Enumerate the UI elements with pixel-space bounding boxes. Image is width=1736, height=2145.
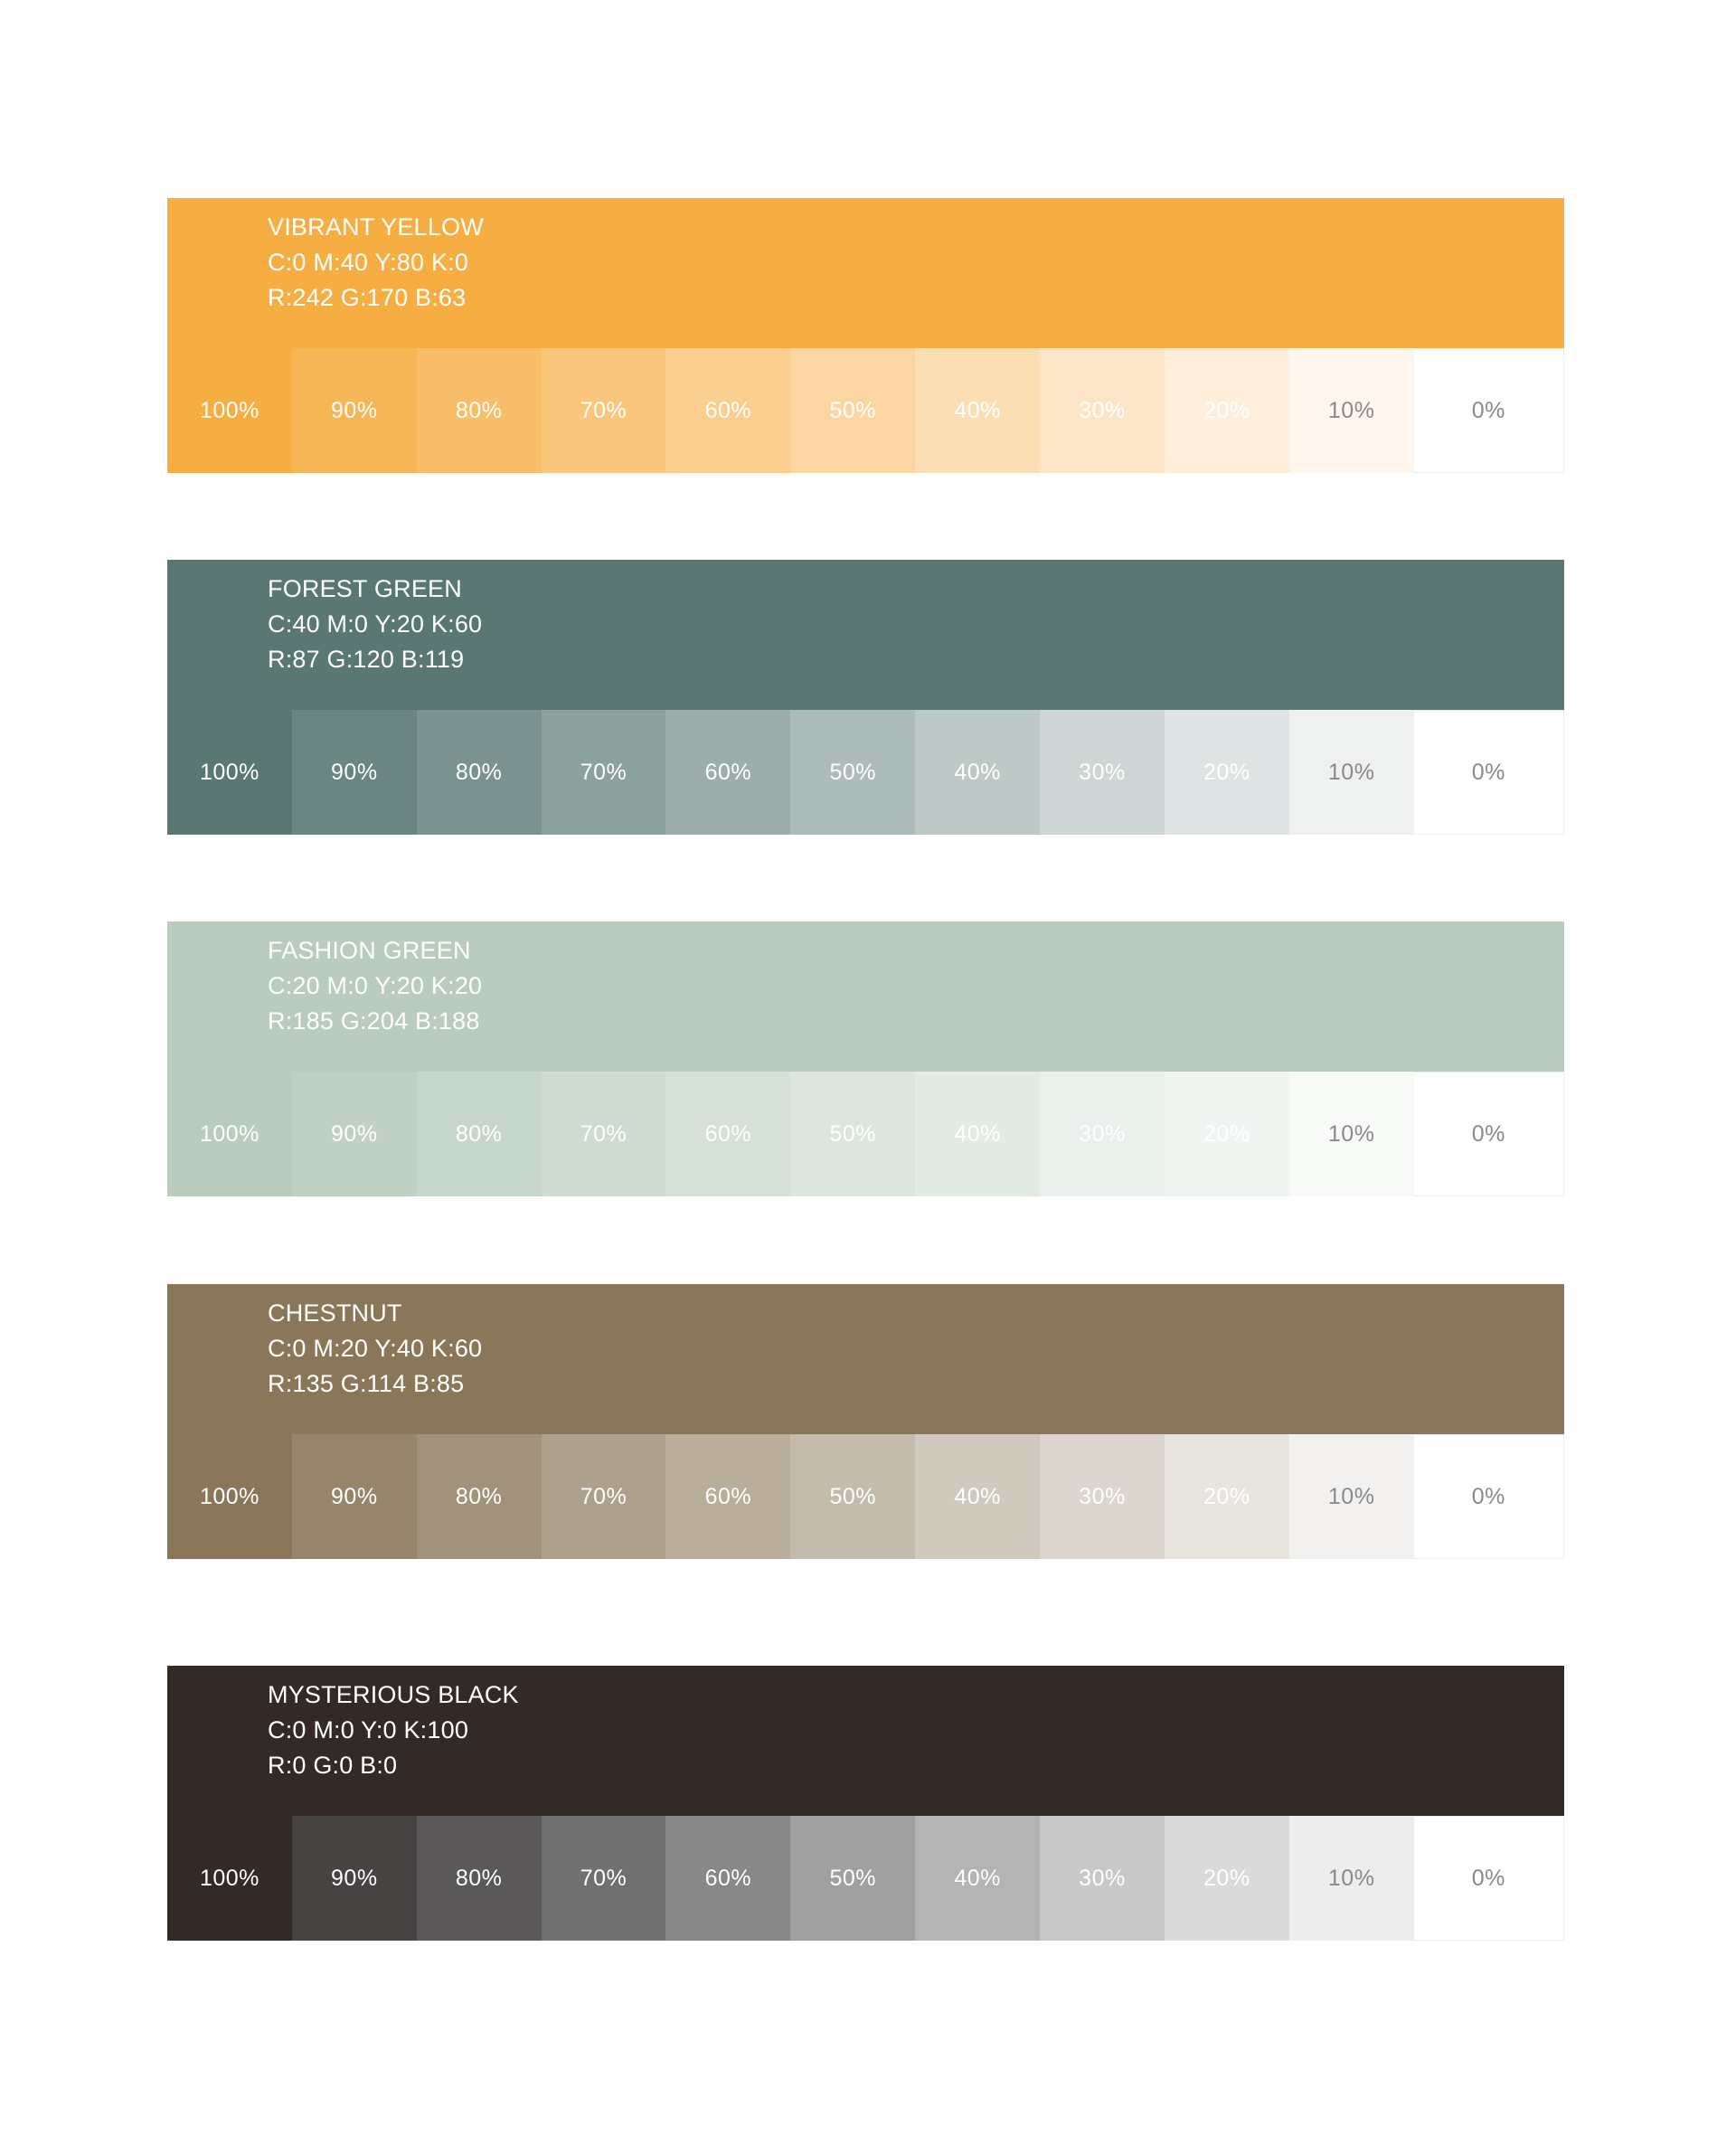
tint-swatch: 0% — [1414, 1072, 1564, 1196]
tint-swatch: 40% — [915, 348, 1040, 473]
tint-swatch: 100% — [167, 710, 292, 835]
main-swatch — [167, 1284, 1564, 1434]
tint-swatch: 40% — [915, 1816, 1040, 1941]
tint-swatch: 70% — [542, 348, 666, 473]
tint-swatch: 80% — [417, 348, 542, 473]
tint-swatch: 50% — [790, 710, 915, 835]
tint-swatch: 90% — [292, 710, 417, 835]
tint-swatch: 60% — [665, 1816, 790, 1941]
palette-vibrant-yellow — [167, 198, 1564, 473]
main-swatch — [167, 921, 1564, 1072]
tint-swatch: 0% — [1414, 1434, 1564, 1559]
tint-swatch: 50% — [790, 348, 915, 473]
color-name: MYSTERIOUS BLACK — [268, 1681, 519, 1708]
tint-swatch: 70% — [542, 1072, 666, 1196]
tint-row — [167, 348, 1564, 473]
tint-swatch: 30% — [1040, 1072, 1165, 1196]
rgb-value: R:0 G:0 B:0 — [268, 1752, 398, 1779]
tint-swatch: 10% — [1289, 1816, 1414, 1941]
cmyk-value: C:0 M:0 Y:0 K:100 — [268, 1716, 469, 1743]
tint-swatch: 50% — [790, 1816, 915, 1941]
tint-swatch: 90% — [292, 1434, 417, 1559]
tint-swatch: 40% — [915, 1434, 1040, 1559]
tint-swatch: 80% — [417, 1816, 542, 1941]
tint-swatch: 30% — [1040, 1816, 1165, 1941]
tint-swatch: 0% — [1414, 1816, 1564, 1941]
tint-swatch: 20% — [1165, 1434, 1289, 1559]
color-name: FASHION GREEN — [268, 937, 471, 964]
cmyk-value: C:40 M:0 Y:20 K:60 — [268, 610, 483, 638]
rgb-value: R:242 G:170 B:63 — [268, 284, 467, 311]
tint-swatch: 40% — [915, 710, 1040, 835]
tint-swatch: 90% — [292, 1072, 417, 1196]
color-name: VIBRANT YELLOW — [268, 213, 484, 241]
tint-swatch: 10% — [1289, 348, 1414, 473]
tint-swatch: 100% — [167, 1816, 292, 1941]
palette-chestnut — [167, 1284, 1564, 1559]
tint-swatch: 70% — [542, 710, 666, 835]
tint-swatch: 30% — [1040, 348, 1165, 473]
tint-swatch: 60% — [665, 348, 790, 473]
rgb-value: R:185 G:204 B:188 — [268, 1007, 480, 1035]
tint-swatch: 10% — [1289, 1434, 1414, 1559]
main-swatch — [167, 1666, 1564, 1816]
tint-swatch: 20% — [1165, 1816, 1289, 1941]
palette-forest-green — [167, 560, 1564, 835]
tint-swatch: 60% — [665, 1072, 790, 1196]
tint-swatch: 80% — [417, 1072, 542, 1196]
tint-swatch: 80% — [417, 710, 542, 835]
tint-swatch: 50% — [790, 1072, 915, 1196]
tint-swatch: 60% — [665, 710, 790, 835]
tint-row — [167, 1816, 1564, 1941]
cmyk-value: C:20 M:0 Y:20 K:20 — [268, 972, 483, 999]
tint-row — [167, 710, 1564, 835]
tint-swatch: 70% — [542, 1816, 666, 1941]
tint-swatch: 90% — [292, 348, 417, 473]
color-name: FOREST GREEN — [268, 575, 462, 602]
tint-swatch: 30% — [1040, 1434, 1165, 1559]
tint-row — [167, 1434, 1564, 1559]
tint-swatch: 20% — [1165, 1072, 1289, 1196]
tint-swatch: 50% — [790, 1434, 915, 1559]
palette-fashion-green — [167, 921, 1564, 1196]
rgb-value: R:87 G:120 B:119 — [268, 646, 465, 673]
cmyk-value: C:0 M:40 Y:80 K:0 — [268, 249, 469, 276]
tint-row — [167, 1072, 1564, 1196]
tint-swatch: 100% — [167, 1072, 292, 1196]
tint-swatch: 10% — [1289, 1072, 1414, 1196]
tint-swatch: 40% — [915, 1072, 1040, 1196]
tint-swatch: 20% — [1165, 710, 1289, 835]
tint-swatch: 90% — [292, 1816, 417, 1941]
tint-swatch: 100% — [167, 1434, 292, 1559]
tint-swatch: 60% — [665, 1434, 790, 1559]
cmyk-value: C:0 M:20 Y:40 K:60 — [268, 1335, 483, 1362]
palette-mysterious-black — [167, 1666, 1564, 1941]
rgb-value: R:135 G:114 B:85 — [268, 1370, 465, 1397]
tint-swatch: 20% — [1165, 348, 1289, 473]
tint-swatch: 0% — [1414, 710, 1564, 835]
tint-swatch: 30% — [1040, 710, 1165, 835]
tint-swatch: 0% — [1414, 348, 1564, 473]
color-name: CHESTNUT — [268, 1299, 402, 1327]
tint-swatch: 100% — [167, 348, 292, 473]
tint-swatch: 10% — [1289, 710, 1414, 835]
tint-swatch: 80% — [417, 1434, 542, 1559]
tint-swatch: 70% — [542, 1434, 666, 1559]
main-swatch — [167, 560, 1564, 710]
main-swatch — [167, 198, 1564, 348]
